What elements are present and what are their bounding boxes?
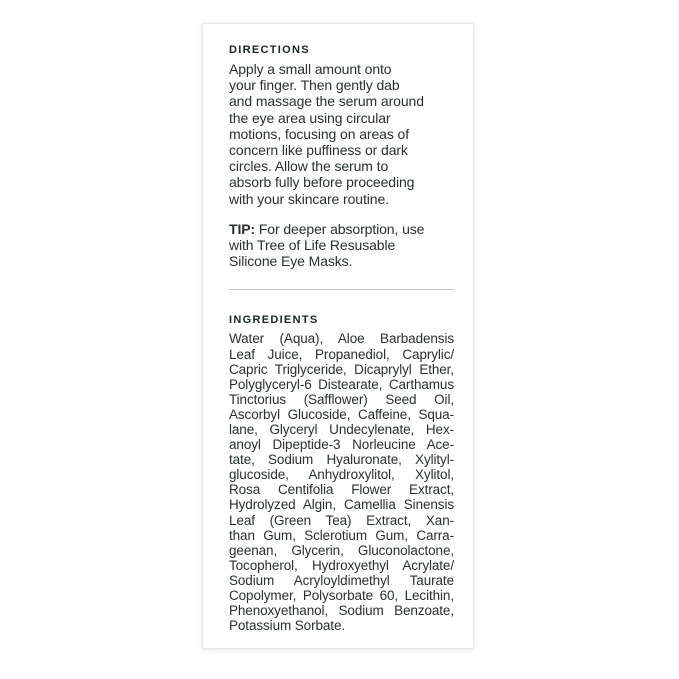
text-line: Copolymer, Polysorbate 60, Lecithin,: [229, 588, 454, 604]
directions-heading: DIRECTIONS: [229, 44, 310, 56]
text-line: with your skincare routine.: [229, 190, 389, 207]
directions-paragraph: [229, 61, 454, 207]
text-line: TIP: For deeper absorption, use: [229, 220, 425, 237]
text-line: Potassium Sorbate.: [229, 618, 346, 634]
text-line: geenan, Glycerin, Gluconolactone,: [229, 542, 454, 558]
text-line: Ascorbyl Glucoside, Caffeine, Squa-: [229, 406, 454, 422]
text-line: Silicone Eye Masks.: [229, 253, 353, 270]
text-line: Leaf (Green Tea) Extract, Xan-: [229, 512, 454, 528]
text-line: Phenoxyethanol, Sodium Benzoate,: [229, 603, 454, 619]
text-line: Hydrolyzed Algin, Camellia Sinensis: [229, 497, 454, 513]
text-line: lane, Glyceryl Undecylenate, Hex-: [229, 422, 454, 437]
text-line: Water (Aqua), Aloe Barbadensis: [229, 331, 454, 347]
ingredients-heading: INGREDIENTS: [229, 314, 319, 327]
text-line: tate, Sodium Hyaluronate, Xylityl-: [229, 452, 454, 468]
text-line: Rosa Centifolia Flower Extract,: [229, 482, 454, 498]
text-line: Polyglyceryl-6 Distearate, Carthamus: [229, 376, 454, 392]
label-panel: [202, 23, 474, 649]
text-line: Leaf Juice, Propanediol, Caprylic/: [229, 346, 454, 362]
text-line: anoyl Dipeptide-3 Norleucine Ace-: [229, 437, 454, 453]
text-line: the eye area using circular: [229, 109, 391, 126]
text-line: Tinctorius (Safflower) Seed Oil,: [229, 391, 454, 407]
text-line: Capric Triglyceride, Dicaprylyl Ether,: [229, 361, 454, 377]
text-line: absorb fully before proceeding: [229, 174, 415, 191]
tip-paragraph: [229, 221, 454, 270]
text-line: than Gum, Sclerotium Gum, Carra-: [229, 527, 454, 543]
text-line: circles. Allow the serum to: [229, 158, 389, 175]
text-line: concern like puffiness or dark: [229, 142, 408, 159]
section-divider: [229, 289, 454, 290]
text-line: Sodium Acryloyldimethyl Taurate: [229, 572, 454, 588]
text-line: and massage the serum around: [229, 93, 424, 110]
ingredients-paragraph: [229, 331, 454, 633]
text-line: motions, focusing on areas of: [229, 125, 409, 142]
text-line: Tocopherol, Hydroxyethyl Acrylate/: [229, 557, 454, 573]
text-line: Apply a small amount onto: [229, 61, 392, 77]
text-line: your finger. Then gently dab: [229, 77, 400, 94]
text-line: with Tree of Life Resusable: [229, 237, 396, 254]
text-line: glucoside, Anhydroxylitol, Xylitol,: [229, 467, 454, 483]
